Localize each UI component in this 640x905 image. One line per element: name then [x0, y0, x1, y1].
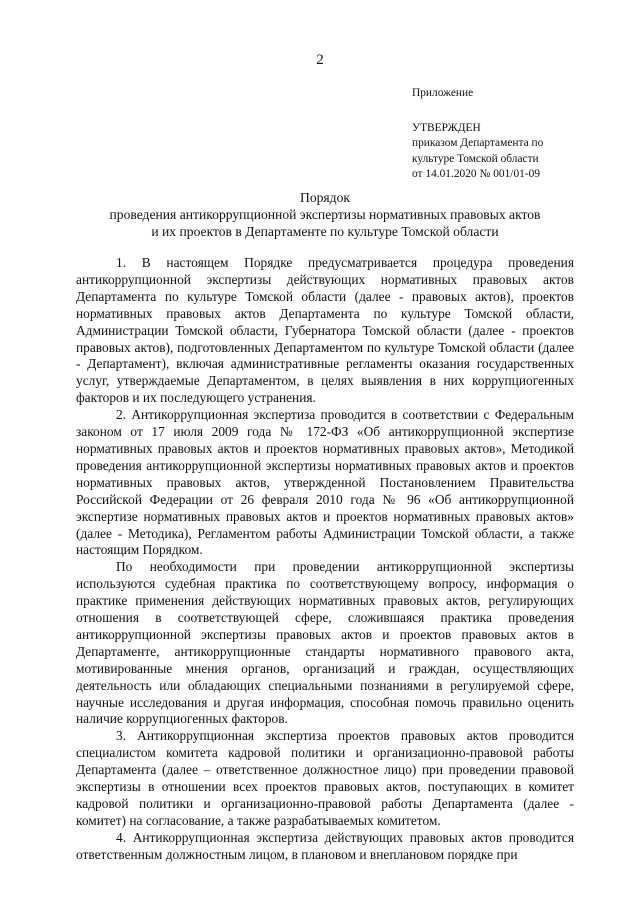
approval-line: культуре Томской области — [412, 152, 539, 165]
paragraph: 4. Антикоррупционная экспертиза действующих правовых актов проводится ответственным должностным лицом, в плановом и внеплановом порядке при — [76, 829, 574, 862]
paragraph: 2. Антикоррупционная экспертиза проводится в соответствии с Федеральным законом от 17 июля 2009 года № 172-ФЗ «Об антикоррупционной экспертизе нормативных правовых актов и проектов нормативных правовых актов», Методикой проведения антикоррупционной экспертизы нормативных правовых актов и проектов нормативных правовых актов, утвержденной Постановлением Правительства Российской Федерации от 26 февраля 2010 года № 96 «Об антикоррупционной экспертизе нормативных правовых актов и проектов нормативных правовых актов» (далее - Методика), Регламентом работы Администрации Томской области, а также настоящим Порядком. — [76, 407, 574, 558]
appendix-label: Приложение — [412, 87, 474, 99]
approval-block — [412, 86, 612, 183]
title-heading: Порядок — [300, 190, 350, 205]
paragraph: 1. В настоящем Порядке предусматривается процедура проведения антикоррупционной экспертизы действующих нормативных правовых актов Департамента по культуре Томской области (далее - правовых актов), проектов нормативных правовых актов Департамента по культуре Томской области, Администрации Томской области, Губернатора Томской области (далее - проектов правовых актов), подготовленных Департаментом по культуре Томской области (далее - Департамент), включая административные регламенты оказания государственных услуг, утверждаемые Департаментом, в целях выявления в них коррупциогенных факторов и их последующего устранения. — [76, 255, 574, 406]
document-title — [76, 189, 574, 240]
paragraph: По необходимости при проведении антикоррупционной экспертизы используются судебная практика по соответствующему вопросу, информация о практике применения действующих нормативных правовых актов, регулирующих отношения в соответствующей сфере, сложившаяся практика проведения антикоррупционной экспертизы правовых актов и проектов правовых актов в Департаменте, антикоррупционные стандарты нормативного правового акта, мотивированные мнения органов, организаций и граждан, осуществляющих деятельность или обладающих специальными познаниями в регулируемой сфере, научные исследования и другая информация, способная помочь правильно оценить наличие коррупциогенных факторов. — [76, 559, 574, 727]
page-number: 2 — [316, 52, 324, 68]
approval-line: приказом Департамента по — [412, 137, 544, 149]
approval-line: от 14.01.2020 № 001/01-09 — [412, 168, 541, 180]
title-subtitle-line: и их проектов в Департаменте по культуре Томской области — [151, 224, 499, 239]
title-subtitle-line: проведения антикоррупционной экспертизы нормативных правовых актов — [109, 207, 541, 222]
paragraph: 3. Антикоррупционная экспертиза проектов правовых актов проводится специалистом комитета кадровой политики и организационно-правовой работы Департамента (далее – ответственное должностное лицо) при проведении правовой экспертизы в отношении всех проектов правовых актов, поступающих в комитет кадровой политики и организационно-правовой работы Департамента (далее - комитет) на согласование, а также разрабатываемых комитетом. — [76, 728, 574, 828]
document-body — [76, 255, 574, 864]
approval-line: УТВЕРЖДЕН — [412, 121, 481, 134]
